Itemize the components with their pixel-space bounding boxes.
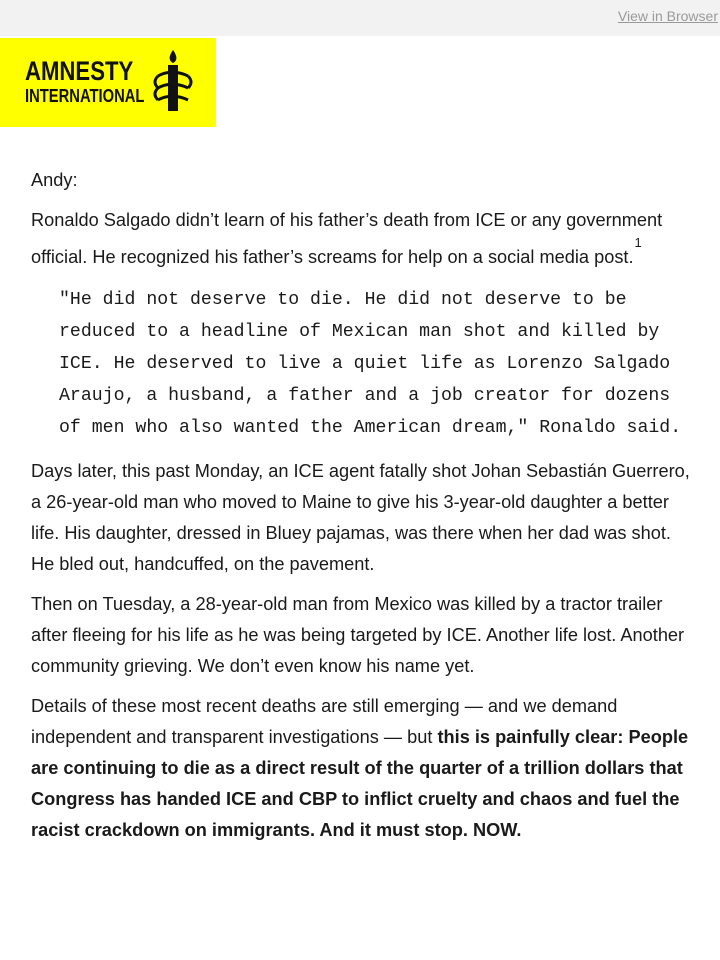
amnesty-logo[interactable]	[0, 38, 216, 127]
paragraph-1-text: Ronaldo Salgado didn’t learn of his father’s death from ICE or any government official. He recognized his father’s screams for help on a social media post.	[31, 210, 663, 268]
paragraph-2: Days later, this past Monday, an ICE agent fatally shot Johan Sebastián Guerrero, a 26-year-old man who moved to Maine to give his 3-year-old daughter a better life. His daughter, dressed in Bluey pajamas, was there when her dad was shot. He bled out, handcuffed, on the pavement.	[31, 461, 690, 575]
paragraph-4	[31, 691, 691, 846]
footnote-marker[interactable]: 1	[634, 235, 642, 250]
paragraph-4-bold-text: this is painfully clear: People are continuing to die as a direct result of the quarter of a trillion dollars that Congress has handed ICE and CBP to inflict cruelty and chaos and fuel the racist crackdown on immigrants. And it must stop. NOW.	[31, 727, 689, 841]
salutation: Andy:	[31, 170, 78, 190]
logo-wordmark	[25, 57, 144, 107]
view-in-browser-link[interactable]: View in Browser	[617, 8, 718, 24]
email-body	[31, 165, 691, 855]
top-bar	[0, 0, 720, 36]
quote-block: "He did not deserve to die. He did not deserve to be reduced to a headline of Mexican man shot and killed by ICE. He deserved to live a quiet life as Lorenzo Salgado Araujo, a husband, a father and a job creator for dozens of men who also wanted the American dream," Ronaldo said.	[59, 290, 682, 439]
paragraph-3: Then on Tuesday, a 28-year-old man from Mexico was killed by a tractor trailer after fleeing for his life as he was being targeted by ICE. Another life lost. Another community grieving. We don’t even know his name yet.	[31, 594, 685, 677]
logo-line-2: INTERNATIONAL	[25, 86, 145, 106]
candle-barbed-wire-icon	[152, 48, 194, 114]
paragraph-1	[31, 205, 691, 273]
logo-line-1: AMNESTY	[25, 56, 134, 86]
paragraph-4-text: Details of these most recent deaths are still emerging — and we demand independent and transparent investigations — but	[31, 696, 618, 748]
